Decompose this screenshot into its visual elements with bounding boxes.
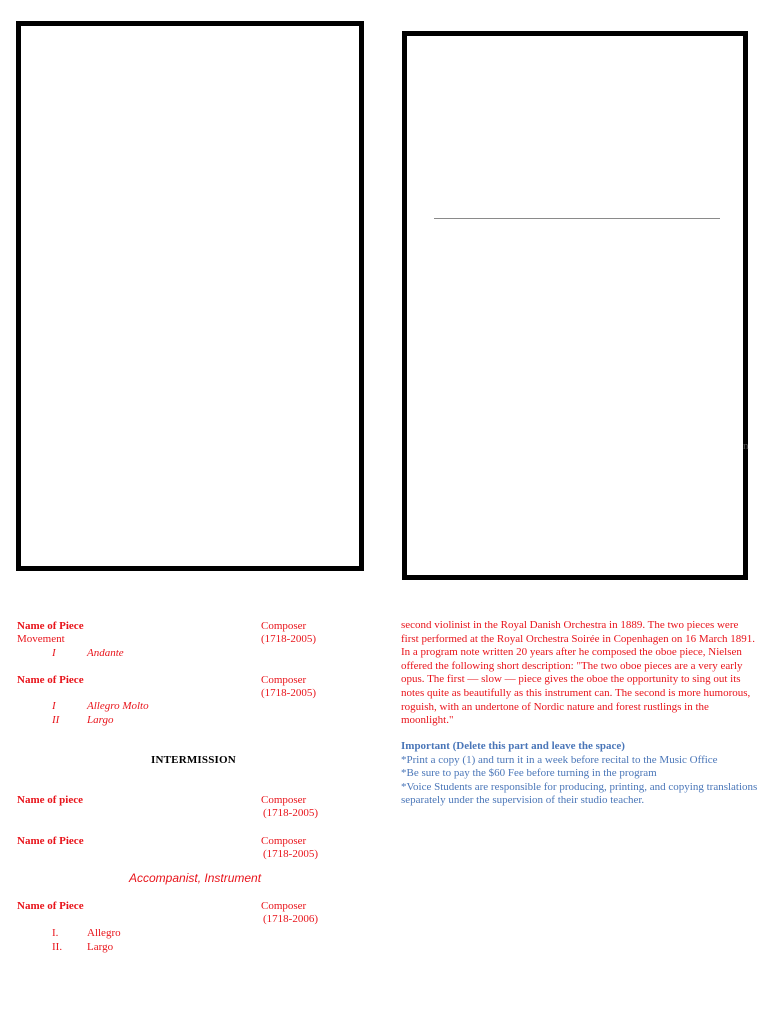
important-line: *Print a copy (1) and turn it in a week before recital to the Music Office: [401, 753, 718, 766]
back-cover-frame: [402, 31, 748, 580]
composer: Composer: [261, 835, 307, 847]
movement-number: I: [52, 700, 56, 712]
composer-dates: (1718-2005): [261, 633, 316, 645]
movement-title: Allegro Molto: [87, 700, 149, 712]
movement-title: Largo: [87, 941, 114, 953]
program-notes: second violinist in the Royal Danish Orchestra in 1889. The two pieces were first performed at the Royal Orchestra Soirée in Copenhagen on 16 March 1891. In a program note written 20 years after he composed the oboe piece, Nielsen offered the following short description: "The two oboe pieces are a very early opus. The first — slow — piece gives the oboe the opportunity to sing out its notes quite as beautifully as this instrument can. The second is more humorous, roguish, with an undertone of Nordic nature and forest rustlings in the moonlight.": [401, 619, 756, 727]
accompanist-line: Accompanist, Instrument: [129, 871, 262, 885]
composer: Composer: [261, 620, 307, 632]
important-notice: [401, 740, 761, 808]
composer: Composer: [261, 900, 307, 912]
movement-title: Largo: [87, 714, 114, 726]
intermission-heading: INTERMISSION: [151, 754, 236, 766]
piece-name: Name of Piece: [17, 620, 84, 632]
composer: Composer: [261, 674, 307, 686]
movement-number: II: [52, 714, 60, 726]
piece-name: Name of piece: [17, 794, 83, 806]
composer-dates: (1718-2005): [261, 687, 316, 699]
movement-number: I: [52, 647, 56, 659]
piece-name: Name of Piece: [17, 835, 84, 847]
horizontal-rule: [434, 218, 720, 219]
composer-dates: (1718-2005): [263, 807, 318, 819]
front-cover-frame: [16, 21, 364, 571]
composer: Composer: [261, 794, 307, 806]
important-heading: Important (Delete this part and leave the space): [401, 740, 625, 752]
composer-dates: (1718-2005): [263, 848, 318, 860]
movement-number: I.: [52, 927, 59, 939]
stray-mark: n: [743, 440, 749, 452]
movement-title: Allegro: [87, 927, 121, 939]
composer-dates: (1718-2006): [263, 913, 318, 925]
piece-name: Name of Piece: [17, 674, 84, 686]
important-line: *Voice Students are responsible for producing, printing, and copying translations separately under the supervision of their studio teacher.: [401, 780, 758, 807]
movement-title: Andante: [87, 647, 124, 659]
piece-name: Name of Piece: [17, 900, 84, 912]
important-line: *Be sure to pay the $60 Fee before turning in the program: [401, 767, 657, 780]
movement-number: II.: [52, 941, 63, 953]
movement-label: Movement: [17, 633, 65, 645]
